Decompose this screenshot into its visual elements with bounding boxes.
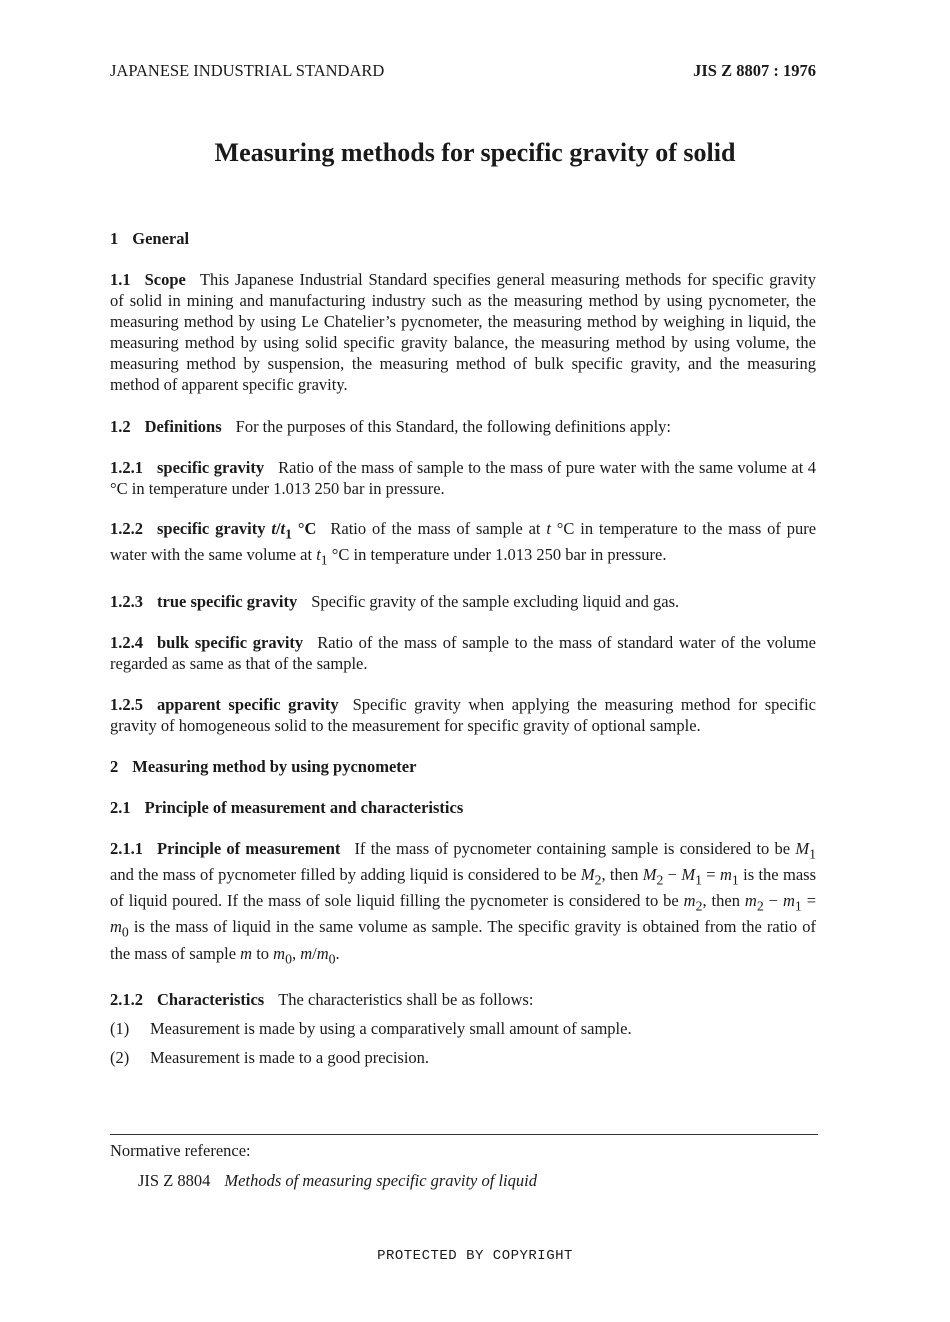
document-title: Measuring methods for specific gravity of solid: [214, 138, 736, 167]
section-2-heading: 2 Measuring method by using pycnometer: [110, 756, 417, 776]
definition-1-2-2: 1.2.2 specific gravity $t/t_1$ °C Ratio of the mass of sample at t °C in temperature to the mass of pure water with the same volume at $t_1$ °C in temperature under 1.013 250 bar in pressure.: [110, 519, 817, 568]
section-2-1-heading: 2.1 Principle of measurement and characteristics: [110, 797, 464, 817]
definition-1-2-5: 1.2.5 apparent specific gravity Specific gravity when applying the measuring method for specific gravity of homogeneous solid to the measurement for specific gravity of optional sample.: [110, 694, 817, 735]
list-item-number: (2): [110, 1048, 130, 1068]
definition-1-2-4: 1.2.4 bulk specific gravity Ratio of the mass of sample to the mass of standard water of the volume regarded as same as that of the sample.: [110, 632, 816, 673]
reference-code: JIS Z 8804: [138, 1171, 211, 1190]
reference-title: Methods of measuring specific gravity of liquid: [224, 1171, 537, 1190]
normative-reference-label: Normative reference:: [110, 1141, 251, 1160]
definition-1-2-1: 1.2.1 specific gravity Ratio of the mass of sample to the mass of pure water with the same volume at 4 °C in temperature under 1.013 250 bar in pressure.: [110, 458, 816, 498]
section-1-2-definitions: 1.2 Definitions For the purposes of this Standard, the following definitions apply:: [110, 417, 672, 436]
list-item: [110, 1047, 816, 1068]
list-item-text: Measurement is made by using a comparatively small amount of sample.: [150, 1019, 632, 1039]
header-standard-name: JAPANESE INDUSTRIAL STANDARD: [110, 61, 385, 80]
header-standard-number: JIS Z 8807 : 1976: [693, 61, 816, 80]
document-body: [110, 228, 816, 1068]
normative-reference-item: [138, 1170, 537, 1191]
section-1-1-scope: 1.1 Scope This Japanese Industrial Standard specifies general measuring methods for specific gravity of solid in mining and manufacturing industry such as the measuring method by using pycnometer, the measuring method by using Le Chatelier’s pycnometer, the measuring method by weighing in liquid, the measuring method by using solid specific gravity balance, the measuring method by using volume, the measuring method by suspension, the measuring method of bulk specific gravity, and the measuring method of apparent specific gravity.: [110, 270, 816, 394]
definition-1-2-3: 1.2.3 true specific gravity Specific gravity of the sample excluding liquid and gas.: [110, 591, 680, 611]
list-item-number: (1): [110, 1019, 130, 1039]
reference-divider: [110, 1134, 818, 1135]
copyright-footer: PROTECTED BY COPYRIGHT: [377, 1248, 573, 1264]
section-1-heading: 1 General: [110, 229, 190, 248]
section-2-1-2-characteristics: 2.1.2 Characteristics The characteristics shall be as follows:: [110, 990, 534, 1010]
list-item-text: Measurement is made to a good precision.: [150, 1048, 430, 1068]
list-item: [110, 1018, 816, 1039]
section-2-1-1-principle: 2.1.1 Principle of measurement If the mass of pycnometer containing sample is considered to be $M_1$ and the mass of pycnometer filled by adding liquid is considered to be $M_2$, then $M_2 - M_1 = m_1$ is the mass of liquid poured. If the mass of sole liquid filling the pycnometer is considered to be $m_2$, then $m_2 - m_1 = m_0$ is the mass of liquid in the same volume as sample. The specific gravity is obtained from the ratio of the mass of sample m to $m_0$, $m/m_0$.: [110, 838, 817, 967]
